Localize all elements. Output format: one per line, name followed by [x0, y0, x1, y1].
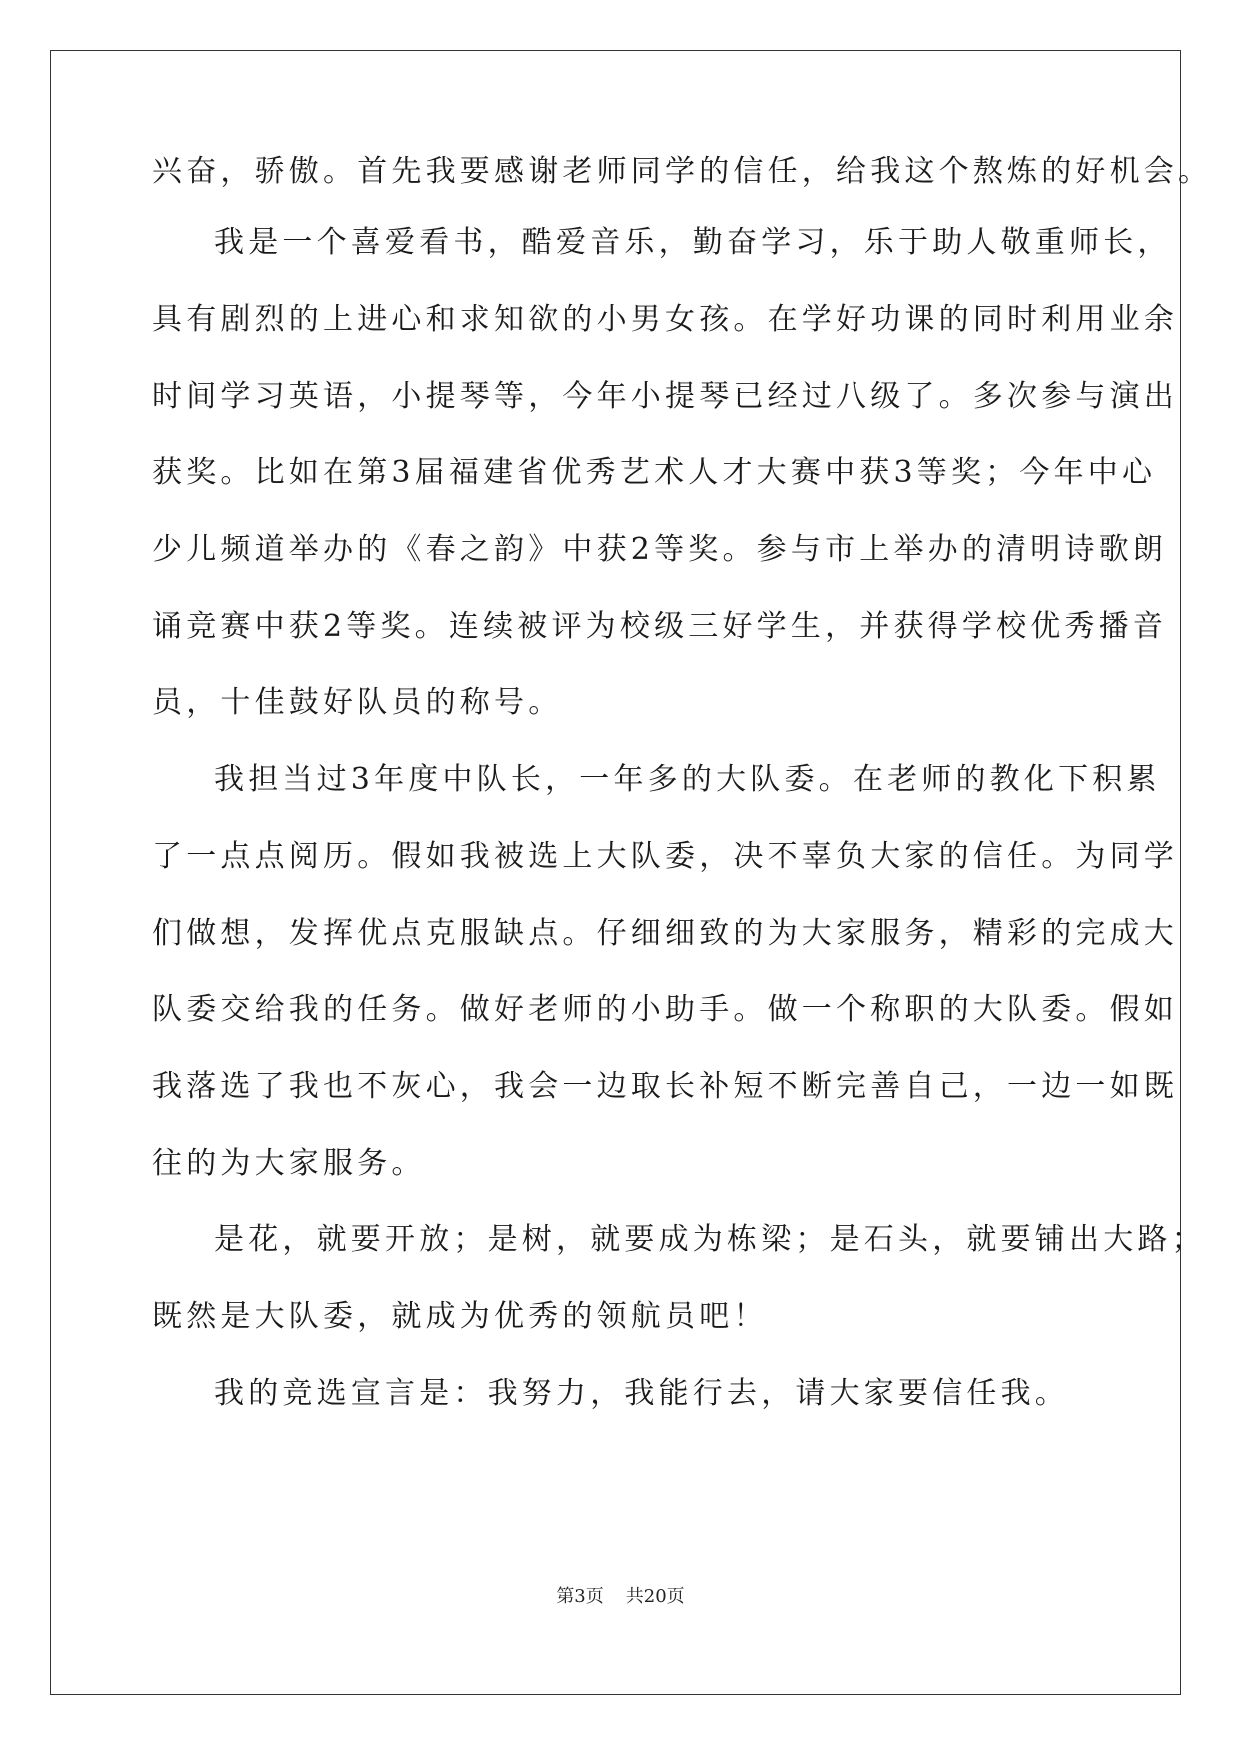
body-text-line: 获奖。比如在第3届福建省优秀艺术人才大赛中获3等奖；今年中心: [152, 455, 1157, 490]
body-text-line: 们做想，发挥优点克服缺点。仔细细致的为大家服务，精彩的完成大: [152, 916, 1178, 951]
body-text-line: 员，十佳鼓好队员的称号。: [152, 685, 563, 720]
body-text-line: 我是一个喜爱看书，酷爱音乐，勤奋学习，乐于助人敬重师长，: [214, 225, 1172, 260]
body-text-line: 往的为大家服务。: [152, 1146, 426, 1181]
body-text-line: 是花，就要开放；是树，就要成为栋梁；是石头，就要铺出大路；: [214, 1222, 1206, 1257]
body-text-line: 诵竞赛中获2等奖。连续被评为校级三好学生，并获得学校优秀播音: [152, 609, 1168, 644]
body-text-line: 我担当过3年度中队长，一年多的大队委。在老师的教化下积累: [214, 762, 1161, 797]
body-text-line: 兴奋，骄傲。首先我要感谢老师同学的信任，给我这个熬炼的好机会。: [152, 154, 1213, 189]
body-text-line: 了一点点阅历。假如我被选上大队委，决不辜负大家的信任。为同学: [152, 839, 1178, 874]
body-text-line: 具有剧烈的上进心和求知欲的小男女孩。在学好功课的同时利用业余: [152, 302, 1178, 337]
page-number: 第3页: [556, 1586, 604, 1607]
body-text-line: 我的竞选宣言是：我努力，我能行去，请大家要信任我。: [214, 1376, 1069, 1411]
body-text-line: 队委交给我的任务。做好老师的小助手。做一个称职的大队委。假如: [152, 992, 1178, 1027]
body-text-line: 既然是大队委，就成为优秀的领航员吧！: [152, 1299, 768, 1334]
body-text-line: 少儿频道举办的《春之韵》中获2等奖。参与市上举办的清明诗歌朗: [152, 532, 1168, 567]
body-text-line: 我落选了我也不灰心，我会一边取长补短不断完善自己，一边一如既: [152, 1069, 1178, 1104]
page-footer: [0, 1585, 1241, 1609]
body-text-line: 时间学习英语，小提琴等，今年小提琴已经过八级了。多次参与演出: [152, 379, 1178, 414]
page-total: 共20页: [625, 1586, 685, 1607]
